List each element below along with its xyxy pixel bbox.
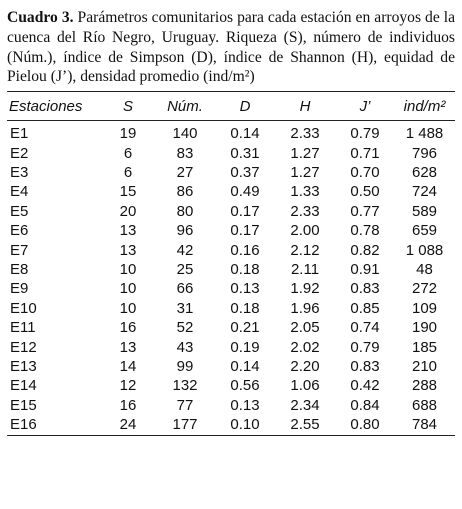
cell-j: 0.83: [350, 280, 380, 298]
table-row: [7, 396, 455, 415]
cell-h: 2.33: [290, 202, 320, 220]
cell-num: 77: [176, 396, 194, 414]
cell-num: 177: [172, 416, 198, 434]
cell-station: E10: [10, 299, 37, 317]
cell-h: 1.27: [290, 144, 320, 162]
cell-density: 190: [411, 319, 438, 337]
cell-d: 0.17: [230, 222, 260, 240]
cell-density: 784: [411, 416, 438, 434]
cell-station: E13: [10, 358, 37, 376]
cell-j: 0.70: [350, 164, 380, 181]
cell-s: 24: [119, 416, 137, 434]
cell-j: 0.77: [350, 202, 380, 220]
cell-d: 0.18: [230, 299, 260, 317]
cell-j: 0.80: [350, 416, 380, 434]
cell-s: 16: [119, 319, 137, 337]
cell-density: 288: [411, 377, 438, 395]
cell-h: 2.34: [290, 396, 320, 414]
cell-num: 96: [176, 222, 194, 240]
cell-station: E16: [10, 416, 37, 434]
cell-station: E15: [10, 396, 37, 414]
cell-d: 0.13: [230, 280, 260, 298]
cell-num: 31: [176, 299, 194, 317]
document: [7, 8, 455, 436]
cell-station: E14: [10, 377, 37, 395]
cell-d: 0.17: [230, 202, 260, 220]
cell-density: 109: [411, 299, 438, 317]
table-row: [7, 121, 455, 144]
cell-s: 16: [119, 396, 137, 414]
table-row: [7, 299, 455, 318]
cell-station: E7: [10, 241, 29, 259]
cell-num: 42: [176, 241, 194, 259]
table-row: [7, 241, 455, 260]
cell-density: 185: [411, 338, 438, 356]
cell-j: 0.83: [350, 358, 380, 376]
cell-d: 0.49: [230, 183, 260, 201]
cell-h: 2.55: [290, 416, 320, 434]
table-row: [7, 279, 455, 298]
table-row: [7, 260, 455, 279]
header-d: D: [239, 97, 251, 115]
cell-s: 10: [119, 280, 137, 298]
cell-num: 27: [176, 164, 194, 181]
cell-d: 0.18: [230, 261, 260, 279]
cell-h: 2.11: [290, 261, 320, 279]
cell-s: 13: [119, 222, 137, 240]
cell-d: 0.16: [230, 241, 260, 259]
table-row: [7, 415, 455, 435]
cell-j: 0.79: [350, 338, 380, 356]
cell-s: 15: [119, 183, 137, 201]
cell-h: 1.33: [290, 183, 320, 201]
cell-station: E4: [10, 183, 29, 201]
cell-d: 0.14: [230, 125, 260, 143]
cell-num: 43: [176, 338, 194, 356]
cell-j: 0.42: [350, 377, 380, 395]
table-row: [7, 357, 455, 376]
cell-d: 0.31: [230, 144, 260, 162]
cell-j: 0.71: [350, 144, 380, 162]
cell-h: 1.92: [290, 280, 320, 298]
cell-density: 48: [416, 261, 433, 279]
table-row: [7, 376, 455, 395]
cell-density: 589: [411, 202, 438, 220]
caption-label: Cuadro 3.: [7, 9, 74, 26]
cell-station: E3: [10, 164, 29, 181]
cell-h: 2.00: [290, 222, 320, 240]
cell-j: 0.82: [350, 241, 380, 259]
cell-j: 0.50: [350, 183, 380, 201]
cell-s: 10: [119, 261, 137, 279]
cell-d: 0.37: [230, 164, 260, 181]
cell-num: 80: [176, 202, 194, 220]
table-row: [7, 338, 455, 357]
table-header-row: [7, 92, 455, 121]
header-estaciones: Estaciones: [9, 97, 83, 115]
cell-h: 2.33: [290, 125, 320, 143]
cell-d: 0.10: [230, 416, 260, 434]
table-row: [7, 221, 455, 240]
cell-density: 628: [411, 164, 438, 181]
cell-s: 12: [119, 377, 137, 395]
cell-s: 20: [119, 202, 137, 220]
header-density: ind/m²: [403, 97, 446, 115]
cell-num: 25: [176, 261, 194, 279]
caption-text: Parámetros comunitarios para cada estación en arroyos de la cuenca del Río Negro, Uruguay. Riqueza (S), número de individuos (Núm.), índice de Simpson (D), índice de Shannon (H), equidad de Pielou (J’), densidad promedio (ind/m²): [7, 9, 455, 86]
cell-j: 0.84: [350, 396, 380, 414]
table-row: [7, 318, 455, 337]
table-row: [7, 163, 455, 182]
header-num: Núm.: [167, 97, 203, 115]
cell-j: 0.79: [350, 125, 380, 143]
cell-density: 1 488: [405, 125, 444, 143]
cell-s: 6: [123, 144, 133, 162]
cell-d: 0.13: [230, 396, 260, 414]
header-j: J’: [359, 97, 371, 115]
cell-s: 10: [119, 299, 137, 317]
cell-station: E5: [10, 202, 29, 220]
data-table: [7, 91, 455, 436]
cell-h: 1.27: [290, 164, 320, 181]
cell-station: E1: [10, 125, 29, 143]
cell-h: 2.02: [290, 338, 320, 356]
cell-station: E11: [10, 319, 36, 337]
cell-station: E6: [10, 222, 29, 240]
cell-station: E9: [10, 280, 29, 298]
cell-j: 0.74: [350, 319, 380, 337]
cell-s: 13: [119, 338, 137, 356]
cell-num: 66: [176, 280, 194, 298]
cell-s: 14: [119, 358, 137, 376]
table-row: [7, 182, 455, 201]
cell-d: 0.56: [230, 377, 260, 395]
cell-density: 688: [411, 396, 438, 414]
cell-num: 52: [176, 319, 194, 337]
cell-d: 0.14: [230, 358, 260, 376]
table-row: [7, 144, 455, 163]
header-s: S: [122, 97, 133, 115]
cell-d: 0.21: [230, 319, 260, 337]
cell-density: 724: [411, 183, 438, 201]
cell-h: 1.96: [290, 299, 320, 317]
cell-density: 796: [411, 144, 438, 162]
cell-d: 0.19: [230, 338, 260, 356]
cell-density: 272: [411, 280, 438, 298]
table-row: [7, 202, 455, 221]
cell-num: 83: [176, 144, 194, 162]
table-caption: [7, 8, 455, 87]
cell-s: 19: [119, 125, 137, 143]
cell-station: E8: [10, 261, 29, 279]
cell-num: 132: [172, 377, 198, 395]
cell-h: 2.12: [290, 241, 320, 259]
header-h: H: [299, 97, 311, 115]
cell-num: 140: [172, 125, 198, 143]
cell-density: 210: [411, 358, 438, 376]
cell-h: 2.05: [290, 319, 320, 337]
cell-h: 1.06: [290, 377, 320, 395]
cell-s: 13: [119, 241, 137, 259]
cell-s: 6: [123, 164, 133, 181]
cell-j: 0.91: [350, 261, 380, 279]
cell-station: E12: [10, 338, 37, 356]
cell-density: 1 088: [405, 241, 444, 259]
cell-num: 99: [176, 358, 194, 376]
cell-num: 86: [176, 183, 194, 201]
cell-station: E2: [10, 144, 29, 162]
cell-h: 2.20: [290, 358, 320, 376]
cell-j: 0.78: [350, 222, 380, 240]
cell-j: 0.85: [350, 299, 380, 317]
cell-density: 659: [411, 222, 438, 240]
